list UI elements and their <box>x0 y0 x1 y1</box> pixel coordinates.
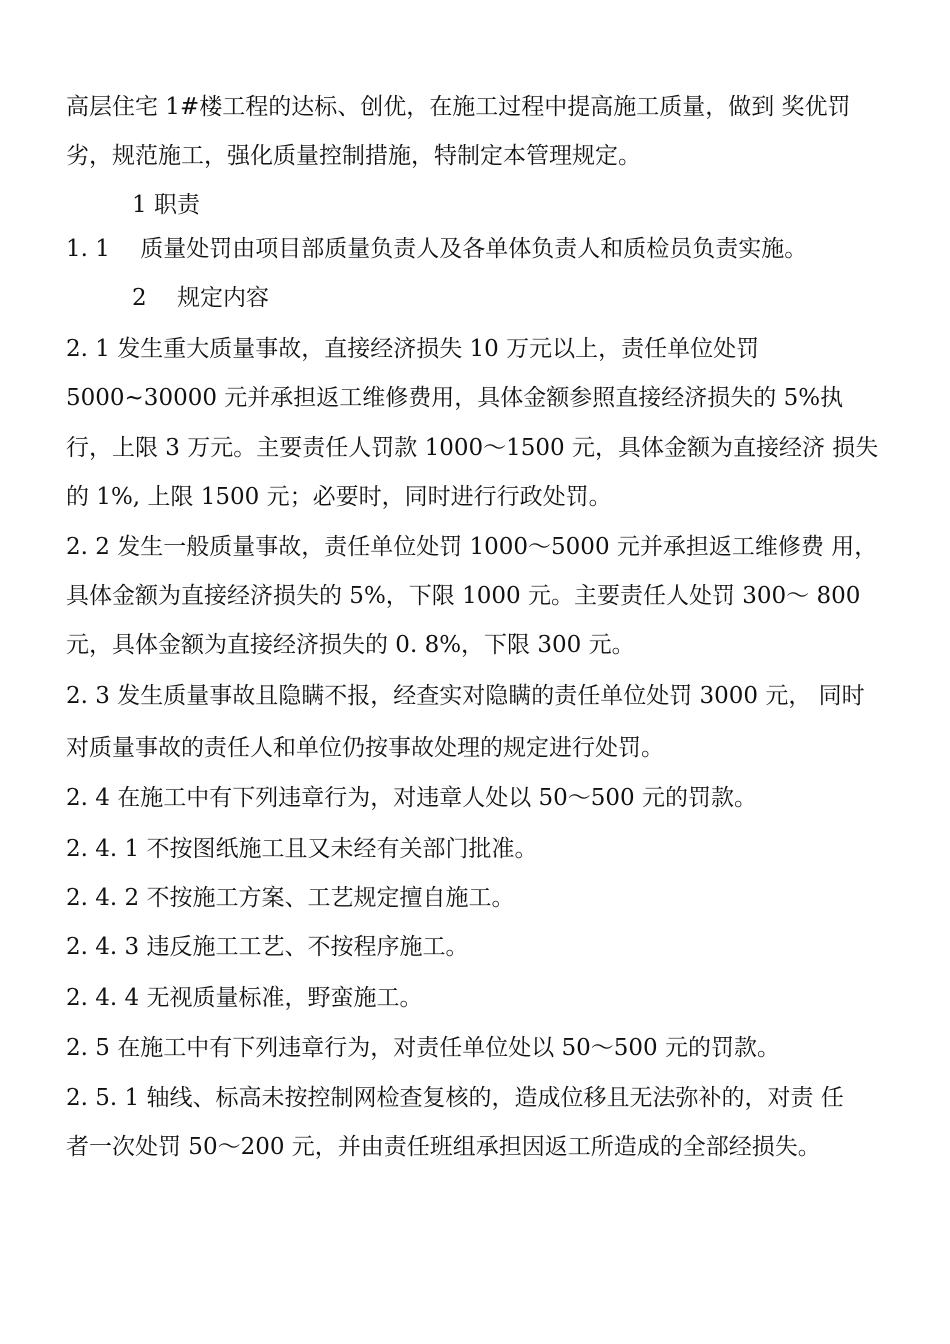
clause-2-1-line-4: 的 1%, 上限 1500 元；必要时，同时进行行政处罚。 <box>66 484 612 510</box>
clause-2-2-line-1: 2. 2 发生一般质量事故，责任单位处罚 1000〜5000 元并承担返工维修费 用， <box>66 534 878 560</box>
clause-2-3-line-1: 2. 3 发生质量事故且隐瞒不报，经查实对隐瞒的责任单位处罚 3000 元， 同时 <box>66 683 865 709</box>
clause-2-2-line-2: 具体金额为直接经济损失的 5%，下限 1000 元。主要责任人处罚 300〜 800 <box>66 583 861 609</box>
intro-line-2: 劣，规范施工，强化质量控制措施，特制定本管理规定。 <box>66 143 641 169</box>
clause-2-2-line-3: 元，具体金额为直接经济损失的 0. 8%，下限 300 元。 <box>66 632 635 658</box>
clause-2-5-1-line-1: 2. 5. 1 轴线、标高未按控制网检查复核的，造成位移且无法弥补的，对责 任 <box>66 1085 844 1111</box>
clause-2-1-line-2: 5000~30000 元并承担返工维修费用，具体金额参照直接经济损失的 5%执 <box>66 385 844 411</box>
clause-2-3-line-2: 对质量事故的责任人和单位仍按事故处理的规定进行处罚。 <box>66 735 664 761</box>
section-1-heading: 1 职责 <box>132 192 200 218</box>
intro-line-1: 高层住宅 1#楼工程的达标、创优，在施工过程中提高施工质量，做到 奖优罚 <box>66 94 851 120</box>
clause-2-4-2: 2. 4. 2 不按施工方案、工艺规定擅自施工。 <box>66 885 515 911</box>
clause-2-4-4: 2. 4. 4 无视质量标准，野蛮施工。 <box>66 985 423 1011</box>
clause-2-4: 2. 4 在施工中有下列违章行为，对违章人处以 50〜500 元的罚款。 <box>66 785 757 811</box>
clause-2-1-line-3: 行，上限 3 万元。主要责任人罚款 1000〜1500 元，具体金额为直接经济 损失 <box>66 435 879 461</box>
clause-2-1-line-1: 2. 1 发生重大质量事故，直接经济损失 10 万元以上，责任单位处罚 <box>66 336 760 362</box>
clause-2-5: 2. 5 在施工中有下列违章行为，对责任单位处以 50〜500 元的罚款。 <box>66 1035 780 1061</box>
clause-2-4-3: 2. 4. 3 违反施工工艺、不按程序施工。 <box>66 934 469 960</box>
clause-1-1: 1. 1 质量处罚由项目部质量负责人及各单体负责人和质检员负责实施。 <box>66 236 808 262</box>
clause-2-4-1: 2. 4. 1 不按图纸施工且又未经有关部门批准。 <box>66 836 538 862</box>
clause-2-5-1-line-2: 者一次处罚 50〜200 元，并由责任班组承担因返工所造成的全部经损失。 <box>66 1134 821 1160</box>
section-2-heading: 2 规定内容 <box>132 285 269 311</box>
